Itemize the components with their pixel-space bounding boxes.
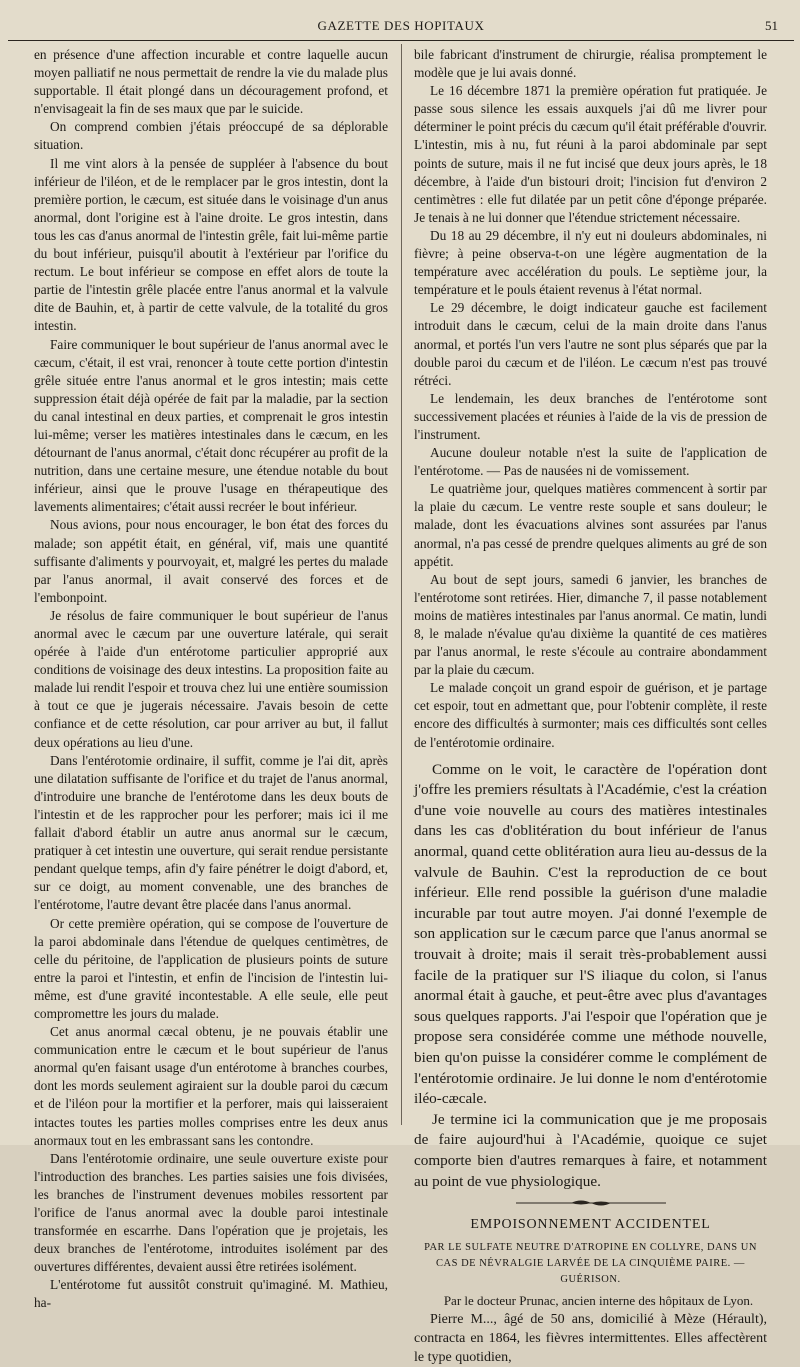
left-column: [34, 46, 388, 1311]
journal-title: GAZETTE DES HOPITAUX: [317, 18, 485, 33]
paragraph: L'entérotome fut aussitôt construit qu'imaginé. M. Mathieu, ha-: [34, 1277, 388, 1311]
paragraph: Nous avions, pour nous encourager, le bon état des forces du malade; son appétit était, en général, vif, mais une quantité suffisante d'aliments y pourvoyait, et, malgré les pertes du malade par l'anus anormal, il avait conservé des forces et de l'embonpoint.: [34, 517, 388, 605]
paragraph: Il me vint alors à la pensée de suppléer à l'absence du bout inférieur de l'iléon, et de le remplacer par le gros intestin, dont la première portion, le cæcum, est située dans le voisinage d'un anus anormal, dont l'origine est à l'aine droite. Le gros intestin, dans tous les cas d'anus anormal de l'intestin grêle, fait lui-même partie du bout inférieur, puisqu'il aboutit à l'extérieur par l'orifice du rectum. Le bout inférieur se compose en effet alors de toute la partie de l'intestin grêle placée entre l'anus anormal et la valvule dite de Bauhin, et, à partir de cette valvule, de la totalité du gros intestin.: [34, 155, 388, 334]
section-subtitle: PAR LE SULFATE NEUTRE D'ATROPINE EN COLLYRE, DANS UN CAS DE NÉVRALGIE LARVÉE DE LA CINQUIÈME PAIRE. — GUÉRISON.: [424, 1242, 757, 1286]
paragraph: Or cette première opération, qui se compose de l'ouverture de la paroi abdominale dans l'étendue de quelques centimètres, de celle du péritoine, de l'application de plusieurs points de suture entre la paroi et l'intestin, et enfin de l'incision de l'intestin lui-même, est d'une gravité incontestable. A elle seule, elle peut compromettre les jours du malade.: [34, 915, 388, 1021]
conclusion-paragraph: Je termine ici la communication que je me proposais de faire aujourd'hui à l'Académie, quoique ce sujet comporte bien d'autres remarques à faire, et notamment au point de vue physiologique.: [414, 1110, 767, 1190]
paragraph: en présence d'une affection incurable et contre laquelle aucun moyen palliatif ne nous permettait de rendre la vie du malade plus supportable. Il était plongé dans un découragement profond, et n'envisageait la fin de ses maux que par le suicide.: [34, 47, 388, 117]
conclusion-paragraph: Comme on le voit, le caractère de l'opération dont j'offre les premiers résultats à l'Académie, c'est la création d'une voie nouvelle au cours des matières intestinales dans les cas d'oblitération du bout inférieur de l'anus anormal, quand cette oblitération aura lieu au-dessus de la valvule de Bauhin. C'est la reproduction de ce bout inférieur. Elle rend possible la guérison d'une maladie incurable par tout autre moyen. J'ai donné l'exemple de son application sur le cæcum parce que l'anus anormal se trouvait à droite; mais il serait très-probablement aussi facile de la pratiquer sur l'S iliaque du colon, si l'anus anormal était à gauche, et peut-être avec plus d'avantages sous quelques rapports. J'ai l'espoir que l'opération que je propose sera considérée comme une méthode nouvelle, bien qu'on puisse la considérer comme le complément de l'entérotomie ordinaire. Je lui donne le nom d'entérotomie iléo-cæcale.: [414, 760, 767, 1108]
right-column: [414, 46, 767, 1366]
section-title: EMPOISONNEMENT ACCIDENTEL: [470, 1217, 711, 1233]
paragraph: Au bout de sept jours, samedi 6 janvier, les branches de l'entérotome sont retirées. Hier, dimanche 7, il passe notablement moins de matières intestinales par l'anus anormal. Ce matin, lundi 8, le malade n'évalue qu'au dixième la quantité de ces matières par l'anus anormal, le reste s'écoule au contraire abondamment par la plaie du cæcum.: [414, 571, 767, 678]
paragraph: Je résolus de faire communiquer le bout supérieur de l'anus anormal avec le cæcum par une ouverture latérale, qui serait opérée à l'aide d'un entérotome particulier approprié aux conditions de voisinage des deux intestins. La proposition faite au malade lui rendit l'espoir et trouva chez lui une entière soumission à tout ce que je jugerais nécessaire. J'avais besoin de cette confiance et de cette résolution, car pour arriver au but, il fallut deux opérations au lieu d'une.: [34, 607, 388, 750]
paragraph: Aucune douleur notable n'est la suite de l'application de l'entérotome. — Pas de nausées ni de vomissement.: [414, 445, 767, 479]
paragraph: On comprend combien j'étais préoccupé de sa déplorable situation.: [34, 119, 388, 153]
case-paragraph: Pierre M..., âgé de 50 ans, domicilié à Mèze (Hérault), contracta en 1864, les fièvres intermittentes. Elles affectèrent le type quotidien,: [414, 1312, 767, 1366]
paragraph: Le quatrième jour, quelques matières commencent à sortir par la plaie du cæcum. Le ventre reste souple et sans douleur; le malade, dont les évacuations alvines sont assurées par l'anus anormal, n'a pas cessé de prendre quelques aliments au gré de son appétit.: [414, 481, 767, 569]
paragraph: Le 29 décembre, le doigt indicateur gauche est facilement introduit dans le cæcum, celui de la main droite dans l'anus anormal, et portés l'un vers l'autre ne sont plus séparés que par la double paroi du cæcum et de l'iléon. Le cæcum n'est pas trouvé rétréci.: [414, 300, 767, 388]
paragraph: Faire communiquer le bout supérieur de l'anus anormal avec le cæcum, c'était, il est vrai, renoncer à toute cette portion d'intestin grêle située entre l'anus anormal et le gros intestin; mais cette suppression était déjà opérée de fait par la maladie, par la section du canal intestinal en deux parties, et comprenait le gros intestin lui-même; verser les matières intestinales dans le cæcum, en les détournant de l'anus anormal, c'était donc récupérer au profit de la nutrition, dans une certaine mesure, une étendue notable du bout inférieur, ainsi que le prouve l'usage en thérapeutique des lavements alimentaires; c'était aussi recréer le bout inférieur.: [34, 336, 388, 515]
ornament-divider: [516, 1198, 666, 1208]
page-header: [8, 14, 794, 41]
paragraph: bile fabricant d'instrument de chirurgie, réalisa promptement le modèle que je lui avais donné.: [414, 47, 767, 81]
paragraph: Dans l'entérotomie ordinaire, il suffit, comme je l'ai dit, après une dilatation suffisante de l'orifice et du trajet de l'anus anormal, d'introduire une branche de l'entérotome dans les deux bouts de l'intestin et de les rapprocher pour les perforer; mais ici il me fallait d'abord établir un autre anus anormal sur le cæcum, pratiquer à cet intestin une ouverture, qui serait rendue persistante pendant quelque temps, afin d'y faire pénétrer le doigt d'abord, et, sur ce doigt, au moment convenable, une des branches de l'entérotome, l'autre devant être placée dans l'anus anormal.: [34, 752, 388, 913]
paragraph: Le lendemain, les deux branches de l'entérotome sont successivement placées et réunies à l'aide de la vis de pression de l'instrument.: [414, 390, 767, 442]
author-byline: Par le docteur Prunac, ancien interne des hôpitaux de Lyon.: [443, 1293, 754, 1309]
paragraph: Dans l'entérotomie ordinaire, une seule ouverture existe pour l'introduction des branches. Les parties saisies une fois divisées, les branches de l'instrument devenues mobiles ressortent par l'orifice de l'anus anormal avec la double paroi intestinale transformée en escarrhe. Dans l'opération que je projetais, les deux branches de l'entérotome, introduites isolément par des ouvertures différentes, devaient aussi être retirées isolément.: [34, 1150, 388, 1275]
page-number: 51: [765, 18, 778, 33]
paragraph: Le malade conçoit un grand espoir de guérison, et je partage cet espoir, tout en admettant que, pour l'obtenir complète, il reste encore des difficultés à surmonter; mais ces difficultés sont celles de l'entérotomie ordinaire.: [414, 680, 767, 750]
paragraph: Cet anus anormal cæcal obtenu, je ne pouvais établir une communication entre le cæcum et le bout supérieur de l'anus anormal qu'en faisant usage d'un entérotome à branches courbes, dont les mords seulement agiraient sur la double paroi du cæcum et de l'iléon pour la mortifier et la perforer, mais qui laisseraient intactes toutes les parties molles comprises entre les deux anus anormaux tout en les embrassant sans les contondre.: [34, 1024, 388, 1148]
conclusion-block: [414, 760, 767, 1192]
column-divider: [401, 44, 402, 1125]
paragraph: Du 18 au 29 décembre, il n'y eut ni douleurs abdominales, ni fièvre; à peine observa-t-on une légère augmentation de la température avec accélération du pouls. Le septième jour, la température et le pouls étaient revenus à l'état normal.: [414, 227, 767, 298]
paragraph: Le 16 décembre 1871 la première opération fut pratiquée. Je passe sous silence les essais auxquels j'ai dû me livrer pour déterminer le point précis du cæcum qu'il était préférable d'ouvrir. L'intestin, mis à nu, fut réuni à la paroi abdominale par sept points de suture, mais il ne fut incisé que deux jours après, le 18 décembre, à l'aide d'un bistouri droit; l'incision fut d'environ 2 centimètres : elle fut dilatée par un petit cône d'éponge préparée. Je tenais à ne lui donner que l'étendue strictement nécessaire.: [414, 83, 767, 225]
